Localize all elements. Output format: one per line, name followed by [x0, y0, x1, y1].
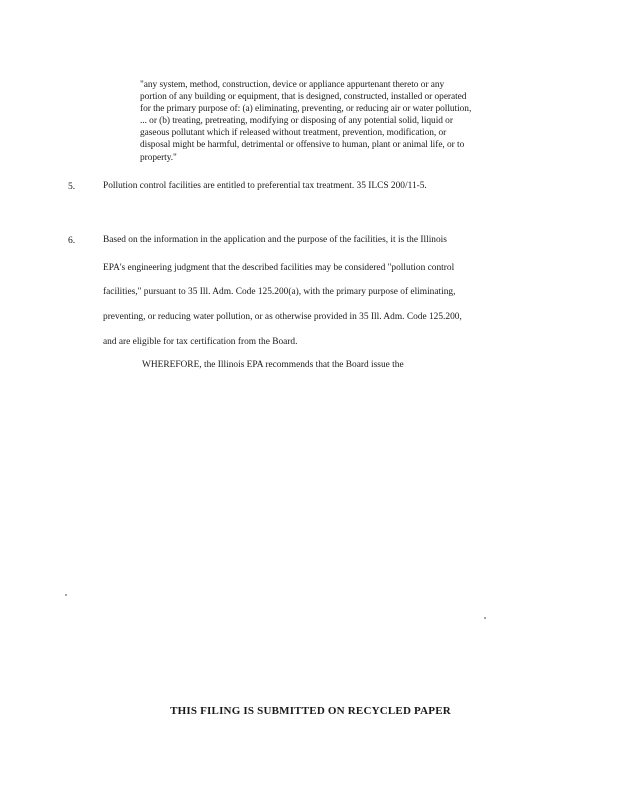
- quote-line: gaseous pollutant which if released without treatment, prevention, modification, or: [140, 128, 447, 139]
- paragraph-6-number: 6.: [68, 235, 76, 246]
- quote-line: for the primary purpose of: (a) eliminating, preventing, or reducing air or water pollution,: [140, 104, 472, 115]
- quote-line: "any system, method, construction, device or appliance appurtenant thereto or any: [140, 80, 445, 90]
- quote-line: property.": [140, 152, 177, 163]
- quote-line: disposal might be harmful, detrimental or offensive to human, plant or animal life, or to: [140, 140, 465, 151]
- paragraph-5-number: 5.: [68, 181, 76, 192]
- paragraph-6-line: preventing, or reducing water pollution, or as otherwise provided in 35 Ill. Adm. Code 125.200,: [103, 312, 462, 322]
- recycled-paper-footer: THIS FILING IS SUBMITTED ON RECYCLED PAPER: [170, 705, 451, 717]
- paragraph-6-line: facilities," pursuant to 35 Ill. Adm. Code 125.200(a), with the primary purpose of eliminating,: [103, 287, 456, 297]
- paragraph-6-line: EPA's engineering judgment that the described facilities may be considered "pollution control: [103, 263, 455, 273]
- block-quote: [140, 79, 530, 164]
- scan-speck: [65, 594, 67, 596]
- quote-line: ... or (b) treating, pretreating, modifying or disposing of any potential solid, liquid or: [140, 116, 453, 127]
- paragraph-6-line: Based on the information in the application and the purpose of the facilities, it is the Illinois: [103, 235, 447, 245]
- quote-line: portion of any building or equipment, that is designed, constructed, installed or operated: [140, 92, 467, 103]
- paragraph-6-line: and are eligible for tax certification from the Board.: [103, 337, 298, 347]
- paragraph-5-text: Pollution control facilities are entitled to preferential tax treatment. 35 ILCS 200/11-5.: [103, 181, 427, 191]
- scan-speck: [484, 617, 486, 619]
- wherefore-clause: WHEREFORE, the Illinois EPA recommends that the Board issue the: [142, 360, 404, 370]
